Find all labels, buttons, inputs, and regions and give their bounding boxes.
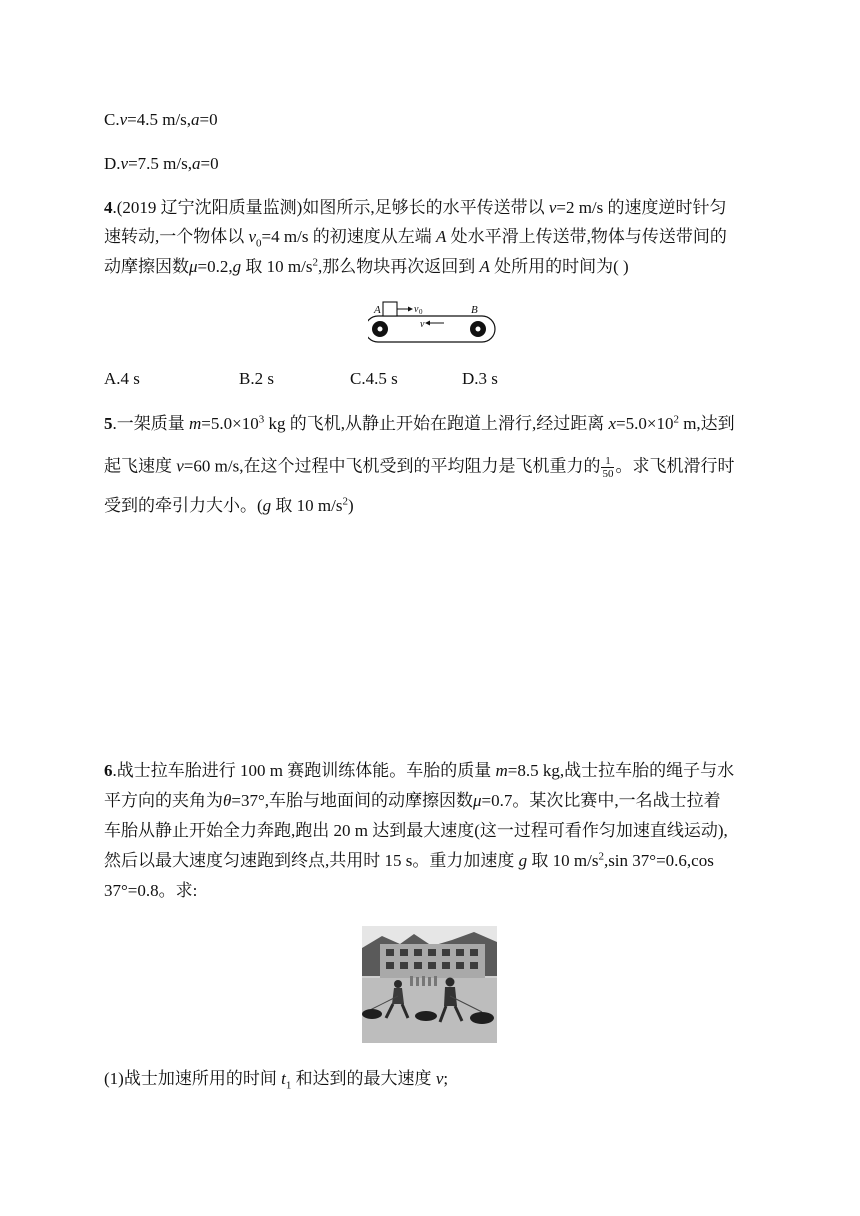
tire-middle bbox=[415, 1011, 437, 1021]
label-b: B bbox=[471, 304, 478, 316]
question-number: 4 bbox=[104, 198, 113, 217]
option-c: C.v=4.5 m/s,a=0 bbox=[104, 110, 218, 129]
soldiers-pulling-tires-photo bbox=[362, 926, 497, 1043]
label-v0-sub: 0 bbox=[419, 308, 423, 316]
question-6-line-2: 平方向的夹角为θ=37°,车胎与地面间的动摩擦因数μ=0.7。某次比赛中,一名战士拉着 bbox=[104, 791, 721, 810]
label-a: A bbox=[374, 304, 381, 316]
question-5-line-2: 起飞速度 v=60 m/s,在这个过程中飞机受到的平均阻力是飞机重力的 $\frac{1}{50}$ 。求飞机滑行时 bbox=[104, 455, 735, 480]
question-number: 5 bbox=[104, 414, 113, 433]
question-6-line-1: 6.战士拉车胎进行 100 m 赛跑训练体能。车胎的质量 m=8.5 kg,战士拉车胎的绳子与水 bbox=[104, 761, 735, 780]
question-6-line-3: 车胎从静止开始全力奔跑,跑出 20 m 达到最大速度(这一过程可看作匀加速直线运动), bbox=[104, 821, 728, 840]
conveyor-belt-figure bbox=[368, 300, 498, 344]
label-v0: v bbox=[414, 304, 419, 315]
question-4-line-3: 动摩擦因数μ=0.2,g 取 10 $m/s^2$,那么物块再次返回到 A 处所用的时间为( ) bbox=[104, 256, 629, 276]
question-6-line-5: 37°=0.8。求: bbox=[104, 881, 198, 900]
tire-right bbox=[470, 1012, 494, 1024]
question-6-line-4: 然后以最大速度匀速跑到终点,共用时 15 s。重力加速度 g 取 10 $m/s^2,\sin$ 37°=0.6,cos bbox=[104, 850, 714, 870]
option-c: C.4.5 s bbox=[350, 369, 398, 388]
question-4-options bbox=[104, 368, 604, 390]
tire-left bbox=[362, 1009, 382, 1019]
option-d: D.3 s bbox=[462, 369, 498, 388]
option-a: A.4 s bbox=[104, 369, 140, 388]
question-5-line-1: 5.一架质量 $m=5.0\times 10^3$ kg 的飞机,从静止开始在跑道上滑行,经过距离 $x=5.0\times 10^2$ m,达到 bbox=[104, 413, 735, 433]
option-d: D.v=7.5 m/s,a=0 bbox=[104, 154, 219, 173]
question-6-sub-1: (1)战士加速所用的时间 $t_1$ 和达到的最大速度 v; bbox=[104, 1069, 449, 1092]
question-5-line-3: 受到的牵引力大小。(g 取 10 $m/s^2$) bbox=[104, 495, 354, 515]
question-4-line-2: 速转动,一个物体以 $v_0=4$ m/s 的初速度从左端 A 处水平滑上传送带,物体与传送带间的 bbox=[104, 227, 727, 250]
label-v: v bbox=[420, 319, 425, 330]
option-b: B.2 s bbox=[239, 369, 274, 388]
question-4-line-1: 4.(2019 辽宁沈阳质量监测)如图所示,足够长的水平传送带以 v=2 m/s 的速度逆时针匀 bbox=[104, 198, 727, 217]
question-number: 6 bbox=[104, 761, 113, 780]
ground bbox=[362, 978, 497, 1043]
fraction: $\frac{1}{50}$ bbox=[602, 455, 614, 480]
block bbox=[383, 302, 397, 316]
